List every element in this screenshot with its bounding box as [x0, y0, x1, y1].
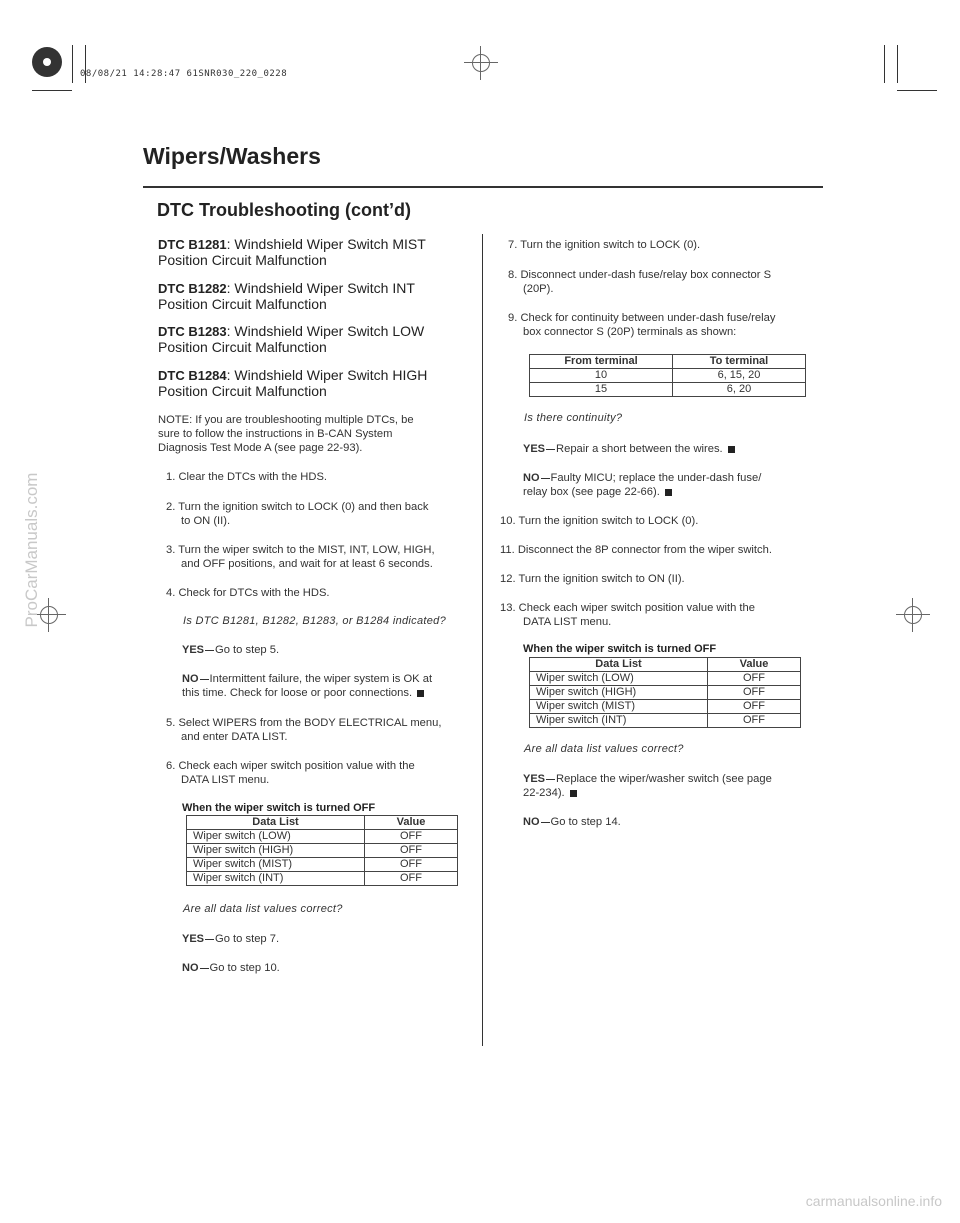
- step-3: 3. Turn the wiper switch to the MIST, INT, LOW, HIGH,: [166, 544, 435, 556]
- step-11: 11. Disconnect the 8P connector from the wiper switch.: [500, 544, 772, 556]
- end-square-icon: [665, 489, 672, 496]
- table-row: [530, 700, 801, 714]
- no-branch: [182, 961, 280, 975]
- no-branch: [523, 471, 761, 485]
- step-13: 13. Check each wiper switch position value with the: [500, 602, 755, 614]
- end-square-icon: [570, 790, 577, 797]
- table-row: [530, 686, 801, 700]
- table-cell: 6, 15, 20: [673, 369, 806, 383]
- question-data-list: Are all data list values correct?: [183, 903, 343, 915]
- yes-text: Replace the wiper/washer switch (see page: [556, 773, 772, 785]
- no-branch-cont: [523, 485, 672, 499]
- print-stamp: 08/08/21 14:28:47 61SNR030_220_0228: [80, 69, 288, 79]
- step-6: 6. Check each wiper switch position value with the: [166, 760, 415, 772]
- yes-text: Repair a short between the wires.: [556, 443, 723, 455]
- table-cell: 15: [530, 383, 673, 397]
- step-1: 1. Clear the DTCs with the HDS.: [166, 471, 328, 483]
- dtc-code: DTC B1284: [158, 368, 227, 383]
- crop-mark: [897, 90, 937, 91]
- data-list-table-left: [186, 815, 458, 886]
- yes-branch: [523, 772, 772, 786]
- yes-text: 22-234).: [523, 787, 565, 799]
- step-12: 12. Turn the ignition switch to ON (II).: [500, 573, 685, 585]
- yes-label: YES: [523, 773, 546, 785]
- dtc-desc-line: Position Circuit Malfunction: [158, 383, 327, 399]
- table-row: [530, 383, 806, 397]
- table-header: Data List: [187, 816, 365, 830]
- table-cell: OFF: [365, 858, 458, 872]
- step-3-cont: and OFF positions, and wait for at least 6 seconds.: [181, 558, 433, 570]
- dtc-code: DTC B1283: [158, 324, 227, 339]
- table-cell: Wiper switch (MIST): [530, 700, 708, 714]
- dtc-heading-b1283: [158, 323, 478, 340]
- end-square-icon: [728, 446, 735, 453]
- registration-mark-icon: [32, 47, 62, 77]
- table-row: [530, 672, 801, 686]
- crosshair-icon: [464, 46, 498, 80]
- no-label: NO: [182, 673, 199, 685]
- step-2: 2. Turn the ignition switch to LOCK (0) and then back: [166, 501, 429, 513]
- yes-branch-cont: [523, 786, 577, 800]
- table-cell: Wiper switch (INT): [187, 872, 365, 886]
- dtc-desc-line: Position Circuit Malfunction: [158, 339, 327, 355]
- table-row: [187, 844, 458, 858]
- dtc-heading-b1281: [158, 236, 478, 253]
- dash-icon: [541, 822, 550, 823]
- section-title: Wipers/Washers: [143, 143, 321, 169]
- table-header: Data List: [530, 658, 708, 672]
- subsection-title: DTC Troubleshooting (cont’d): [157, 200, 411, 220]
- note-line: sure to follow the instructions in B-CAN System: [158, 428, 393, 440]
- crosshair-icon: [896, 598, 930, 632]
- table-row: [187, 872, 458, 886]
- crop-mark: [72, 45, 73, 83]
- table-header: Value: [365, 816, 458, 830]
- dash-icon: [200, 679, 209, 680]
- dtc-desc: : Windshield Wiper Switch INT: [226, 280, 415, 296]
- question-dtc-indicated: Is DTC B1281, B1282, B1283, or B1284 indicated?: [183, 615, 446, 627]
- question-data-list: Are all data list values correct?: [524, 743, 684, 755]
- dash-icon: [541, 478, 550, 479]
- yes-branch: [182, 643, 279, 657]
- table-cell: OFF: [708, 686, 801, 700]
- crop-mark: [884, 45, 885, 83]
- table-row: [187, 858, 458, 872]
- table-row: [187, 830, 458, 844]
- crop-mark: [897, 45, 898, 83]
- step-7: 7. Turn the ignition switch to LOCK (0).: [508, 239, 701, 251]
- table-caption: When the wiper switch is turned OFF: [182, 802, 376, 814]
- question-continuity: Is there continuity?: [524, 412, 623, 424]
- table-header-row: [530, 355, 806, 369]
- step-13-cont: DATA LIST menu.: [523, 616, 612, 628]
- table-cell: Wiper switch (HIGH): [530, 686, 708, 700]
- dtc-desc: : Windshield Wiper Switch MIST: [226, 236, 426, 252]
- no-branch: [182, 672, 432, 686]
- table-cell: OFF: [365, 844, 458, 858]
- dtc-desc-line: Position Circuit Malfunction: [158, 252, 327, 268]
- table-cell: OFF: [708, 672, 801, 686]
- no-branch: [523, 815, 621, 829]
- table-caption: When the wiper switch is turned OFF: [523, 643, 717, 655]
- table-cell: OFF: [365, 872, 458, 886]
- no-text: relay box (see page 22-66).: [523, 486, 660, 498]
- dash-icon: [546, 779, 555, 780]
- watermark-carmanualsonline: carmanualsonline.info: [805, 1193, 942, 1209]
- dtc-desc: : Windshield Wiper Switch LOW: [226, 323, 425, 339]
- dtc-heading-b1282: [158, 280, 478, 297]
- table-cell: OFF: [365, 830, 458, 844]
- table-cell: OFF: [708, 700, 801, 714]
- yes-label: YES: [182, 644, 205, 656]
- table-row: [530, 714, 801, 728]
- note-line: Diagnosis Test Mode A (see page 22-93).: [158, 442, 363, 454]
- dtc-desc-line: Position Circuit Malfunction: [158, 296, 327, 312]
- yes-text: Go to step 5.: [215, 644, 280, 656]
- yes-label: YES: [182, 933, 205, 945]
- data-list-table-right: [529, 657, 801, 728]
- no-label: NO: [523, 472, 540, 484]
- no-text: this time. Check for loose or poor connections.: [182, 687, 413, 699]
- yes-branch: [182, 932, 279, 946]
- table-cell: 6, 20: [673, 383, 806, 397]
- column-divider: [482, 234, 483, 1046]
- step-9: 9. Check for continuity between under-dash fuse/relay: [508, 312, 776, 324]
- dash-icon: [200, 968, 209, 969]
- no-text: Go to step 14.: [550, 816, 621, 828]
- table-cell: Wiper switch (MIST): [187, 858, 365, 872]
- dtc-code: DTC B1282: [158, 281, 227, 296]
- table-cell: Wiper switch (INT): [530, 714, 708, 728]
- dash-icon: [205, 650, 214, 651]
- step-5: 5. Select WIPERS from the BODY ELECTRICAL menu,: [166, 717, 442, 729]
- step-2-cont: to ON (II).: [181, 515, 231, 527]
- table-cell: Wiper switch (HIGH): [187, 844, 365, 858]
- table-header-row: [187, 816, 458, 830]
- table-header-row: [530, 658, 801, 672]
- step-8: 8. Disconnect under-dash fuse/relay box connector S: [508, 269, 772, 281]
- table-header: Value: [708, 658, 801, 672]
- note-line: NOTE: If you are troubleshooting multiple DTCs, be: [158, 414, 414, 426]
- no-label: NO: [182, 962, 199, 974]
- table-header: To terminal: [673, 355, 806, 369]
- no-branch-cont: [182, 686, 424, 700]
- no-text: Go to step 10.: [209, 962, 280, 974]
- no-text: Intermittent failure, the wiper system is OK at: [209, 673, 433, 685]
- step-5-cont: and enter DATA LIST.: [181, 731, 288, 743]
- step-8-cont: (20P).: [523, 283, 554, 295]
- end-square-icon: [417, 690, 424, 697]
- step-6-cont: DATA LIST menu.: [181, 774, 270, 786]
- table-cell: Wiper switch (LOW): [530, 672, 708, 686]
- step-4: 4. Check for DTCs with the HDS.: [166, 587, 330, 599]
- dtc-heading-b1284: [158, 367, 478, 384]
- table-cell: 10: [530, 369, 673, 383]
- yes-label: YES: [523, 443, 546, 455]
- table-header: From terminal: [530, 355, 673, 369]
- dash-icon: [205, 939, 214, 940]
- no-text: Faulty MICU; replace the under-dash fuse/: [550, 472, 762, 484]
- table-row: [530, 369, 806, 383]
- table-cell: Wiper switch (LOW): [187, 830, 365, 844]
- header-rule: [143, 186, 823, 188]
- crop-mark: [32, 90, 72, 91]
- dtc-desc: : Windshield Wiper Switch HIGH: [226, 367, 428, 383]
- table-cell: OFF: [708, 714, 801, 728]
- yes-branch: [523, 442, 735, 456]
- step-10: 10. Turn the ignition switch to LOCK (0).: [500, 515, 699, 527]
- no-label: NO: [523, 816, 540, 828]
- dtc-code: DTC B1281: [158, 237, 227, 252]
- yes-text: Go to step 7.: [215, 933, 280, 945]
- dash-icon: [546, 449, 555, 450]
- watermark-procarmanuals: ProCarManuals.com: [22, 472, 41, 628]
- terminal-table: [529, 354, 806, 397]
- step-9-cont: box connector S (20P) terminals as shown:: [523, 326, 737, 338]
